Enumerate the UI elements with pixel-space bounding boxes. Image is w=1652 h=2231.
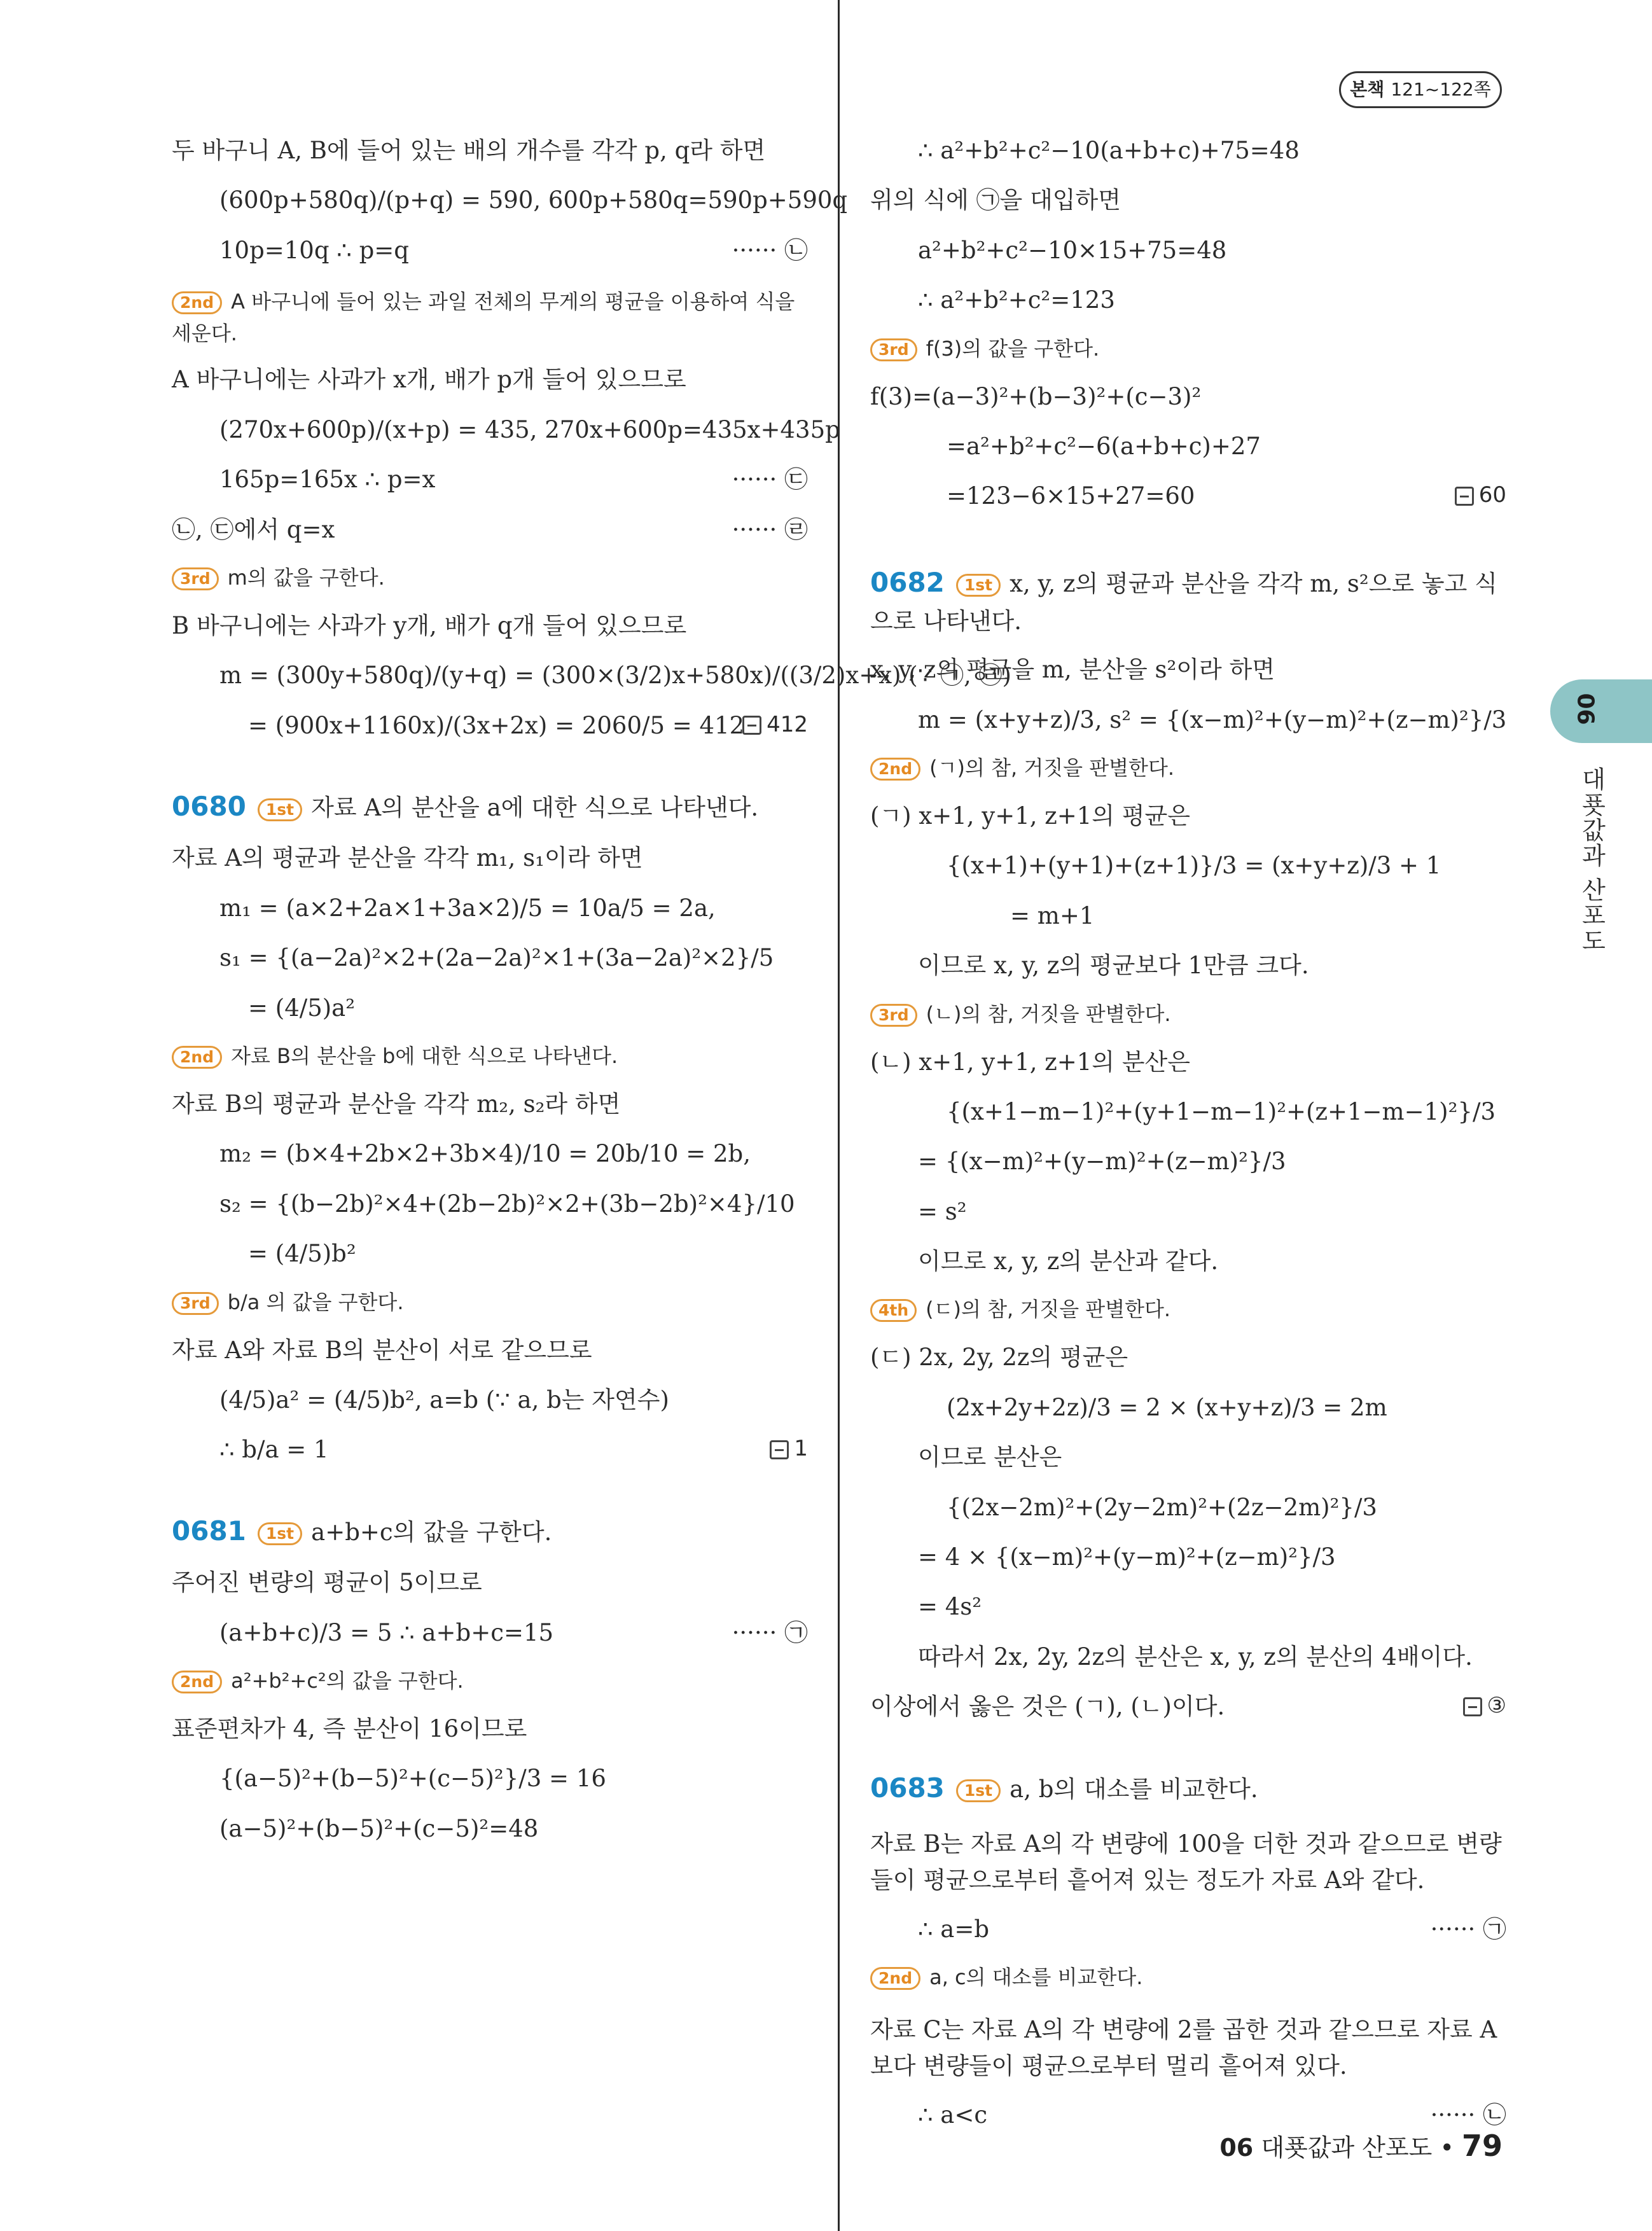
line-text: (600p+580q)/(p+q) = 590, 600p+580q=590p+590q (219, 186, 848, 214)
line-text: 표준편차가 4, 즉 분산이 16이므로 (172, 1714, 527, 1742)
line-text: = 4 × {(x−m)²+(y−m)²+(z−m)²}/3 (918, 1543, 1336, 1571)
answer-icon (742, 716, 761, 735)
line-text: a, b의 대소를 비교한다. (1010, 1775, 1258, 1803)
line-text: 이상에서 옳은 것은 (ㄱ), (ㄴ)이다. (870, 1693, 1225, 1721)
line-text: a²+b²+c²−10×15+75=48 (918, 236, 1227, 264)
line-text: (4/5)a² = (4/5)b², a=b (∵ a, b는 자연수) (219, 1386, 669, 1414)
math-line (870, 482, 1506, 510)
math-line (870, 1915, 1506, 1943)
text-line (172, 1715, 808, 1743)
step-tag: 3rd (172, 567, 219, 590)
line-text: f(3)의 값을 구한다. (926, 336, 1100, 361)
math-line (172, 1386, 808, 1414)
math-line (172, 1140, 808, 1168)
answer-value: 412 (767, 711, 808, 737)
chapter-tab (1550, 679, 1652, 743)
line-text: 자료 A와 자료 B의 분산이 서로 같으므로 (172, 1336, 592, 1364)
line-text: s₁ = {(a−2a)²×2+(2a−2a)²×1+(3a−2a)²×2}/5 (219, 944, 774, 972)
book-label: 본책 (1350, 79, 1385, 100)
footer-title: 대푯값과 산포도 (1261, 2134, 1433, 2162)
equation-marker: ······ ㉠ (732, 1618, 808, 1646)
text-line (870, 952, 1506, 980)
line-text: {(a−5)²+(b−5)²+(c−5)²}/3 = 16 (219, 1765, 606, 1793)
line-text: 10p=10q ∴ p=q (219, 236, 409, 264)
footer-chapter: 06 (1219, 2134, 1254, 2162)
line-text: (270x+600p)/(x+p) = 435, 270x+600p=435x+435p (219, 415, 840, 443)
equation-marker: ······ ㉣ (732, 515, 808, 543)
text-line (870, 1344, 1506, 1372)
answer-icon (770, 1440, 789, 1459)
answer-icon (1455, 487, 1474, 506)
text-line (870, 186, 1506, 214)
line-text: x, y, z의 평균과 분산을 각각 m, s²으로 놓고 식으로 나타낸다. (870, 569, 1497, 635)
step-tag: 3rd (870, 338, 917, 361)
line-text: f(3)=(a−3)²+(b−3)²+(c−3)² (870, 382, 1202, 410)
line-text: 주어진 변량의 평균이 5이므로 (172, 1569, 482, 1597)
footer-bullet: • (1440, 2134, 1454, 2162)
solution-step (172, 286, 808, 349)
text-line (870, 1248, 1506, 1275)
line-text: {(2x−2m)²+(2y−2m)²+(2z−2m)²}/3 (947, 1493, 1377, 1521)
line-text: 이므로 x, y, z의 평균보다 1만큼 크다. (918, 952, 1309, 980)
solution-step (870, 1002, 1506, 1027)
line-text: x, y, z의 평균을 m, 분산을 s²이라 하면 (870, 656, 1275, 684)
right-column (870, 137, 1506, 2151)
math-line (172, 1436, 808, 1464)
line-text: (ㄱ) x+1, y+1, z+1의 평균은 (870, 802, 1191, 830)
math-line (870, 2101, 1506, 2129)
text-line (172, 844, 808, 872)
line-text: 따라서 2x, 2y, 2z의 분산은 x, y, z의 분산의 4배이다. (918, 1643, 1473, 1671)
line-text: = s² (918, 1197, 967, 1225)
math-line (870, 1394, 1506, 1422)
step-tag: 1st (258, 798, 302, 821)
answer (770, 1436, 808, 1462)
solution-step (172, 1290, 808, 1315)
line-text: = {(x−m)²+(y−m)²+(z−m)²}/3 (918, 1148, 1286, 1176)
text-line (870, 1826, 1506, 1899)
solution-step (172, 1669, 808, 1693)
step-tag: 4th (870, 1299, 917, 1322)
line-text: 위의 식에 ㉠을 대입하면 (870, 186, 1121, 214)
line-text: 두 바구니 A, B에 들어 있는 배의 개수를 각각 p, q라 하면 (172, 137, 766, 164)
solution-step (870, 1965, 1506, 1990)
line-text: = 4s² (918, 1593, 982, 1621)
solution-step (870, 756, 1506, 781)
line-text: 165p=165x ∴ p=x (219, 466, 436, 494)
answer-value: 60 (1478, 482, 1506, 508)
math-line (172, 712, 808, 740)
line-text: m = (x+y+z)/3, s² = {(x−m)²+(y−m)²+(z−m)²}/3 (918, 705, 1507, 733)
math-line (172, 466, 808, 494)
math-line (870, 852, 1506, 880)
answer (1463, 1693, 1506, 1719)
line-text: a+b+c의 값을 구한다. (311, 1518, 552, 1546)
answer-icon (1463, 1697, 1482, 1716)
math-line (870, 286, 1506, 314)
text-line (870, 1443, 1506, 1471)
line-text: 자료 B는 자료 A의 각 변량에 100을 더한 것과 같으므로 변량들이 평균으로부터 흩어져 있는 정도가 자료 A와 같다. (870, 1830, 1502, 1894)
line-text: (a+b+c)/3 = 5 ∴ a+b+c=15 (219, 1618, 554, 1646)
math-line (870, 433, 1506, 461)
text-line (870, 1048, 1506, 1076)
line-text: {(x+1)+(y+1)+(z+1)}/3 = (x+y+z)/3 + 1 (947, 852, 1441, 880)
math-line (870, 1198, 1506, 1226)
solution-step (172, 566, 808, 590)
chapter-number: 06 (1572, 693, 1599, 725)
line-text: = (4/5)a² (248, 994, 356, 1022)
line-text: ∴ a=b (918, 1915, 990, 1943)
line-text: s₂ = {(b−2b)²×4+(2b−2b)²×2+(3b−2b)²×4}/10 (219, 1190, 795, 1218)
line-text: ∴ a²+b²+c²−10(a+b+c)+75=48 (918, 137, 1300, 164)
math-line (870, 237, 1506, 265)
text-line (870, 2012, 1506, 2085)
line-text: =123−6×15+27=60 (947, 482, 1195, 510)
solution-step (870, 1297, 1506, 1322)
line-text: {(x+1−m−1)²+(y+1−m−1)²+(z+1−m−1)²}/3 (947, 1097, 1496, 1125)
math-line (870, 1543, 1506, 1571)
step-tag: 2nd (172, 1671, 222, 1693)
math-line (172, 415, 840, 444)
math-line (172, 1619, 808, 1647)
line-text: ㉡, ㉢에서 q=x (172, 515, 335, 543)
line-text: (ㄴ)의 참, 거짓을 판별한다. (926, 1001, 1171, 1026)
line-text: a, c의 대소를 비교한다. (929, 1965, 1143, 1990)
line-text: = m+1 (1010, 901, 1095, 929)
line-text: m₂ = (b×4+2b×2+3b×4)/10 = 20b/10 = 2b, (219, 1140, 751, 1168)
math-line (870, 902, 1506, 930)
problem-number: 0681 (172, 1515, 246, 1546)
text-line (870, 1693, 1506, 1721)
line-text: b/a 의 값을 구한다. (227, 1289, 404, 1314)
line-text: A 바구니에 들어 있는 과일 전체의 무게의 평균을 이용하여 식을 세운다. (172, 289, 795, 345)
line-text: 자료 B의 평균과 분산을 각각 m₂, s₂라 하면 (172, 1090, 621, 1118)
page-range: 121~122쪽 (1391, 79, 1491, 100)
math-line (870, 383, 1506, 411)
problem-heading (870, 562, 1506, 639)
equation-marker: ······ ㉡ (732, 236, 808, 264)
problem-heading (172, 791, 808, 823)
math-line (870, 1593, 1506, 1621)
step-tag: 1st (258, 1522, 302, 1545)
step-tag: 1st (956, 1779, 1001, 1802)
page-footer (1219, 2128, 1503, 2163)
math-line (172, 1190, 808, 1218)
line-text: 자료 A의 평균과 분산을 각각 m₁, s₁이라 하면 (172, 844, 643, 872)
line-text: (ㄱ)의 참, 거짓을 판별한다. (929, 755, 1175, 780)
text-line (870, 802, 1506, 830)
line-text: (ㄷ) 2x, 2y, 2z의 평균은 (870, 1344, 1128, 1372)
math-line (172, 662, 1011, 690)
math-line (172, 186, 848, 214)
page-number: 79 (1461, 2129, 1503, 2163)
solution-step (172, 1044, 808, 1069)
text-line (172, 366, 808, 394)
problem-number: 0680 (172, 791, 246, 823)
problem-heading (870, 1772, 1506, 1804)
math-line (172, 894, 808, 922)
line-text: 자료 C는 자료 A의 각 변량에 2를 곱한 것과 같으므로 자료 A보다 변량들이 평균으로부터 멀리 흩어져 있다. (870, 2016, 1497, 2080)
math-line (870, 706, 1506, 734)
line-text: ∴ b/a = 1 (219, 1436, 329, 1464)
text-line (172, 137, 808, 165)
math-line (172, 994, 808, 1022)
math-line (172, 1765, 808, 1793)
text-line (870, 656, 1506, 684)
answer (742, 712, 808, 738)
chapter-title: 대푯값과 산포도 (1578, 767, 1606, 954)
line-text: ∴ a<c (918, 2101, 988, 2129)
math-line (870, 1494, 1506, 1522)
answer-value: ③ (1487, 1693, 1506, 1719)
line-text: = (900x+1160x)/(3x+2x) = 2060/5 = 412 (248, 711, 745, 739)
math-line (870, 137, 1506, 165)
problem-number: 0682 (870, 566, 945, 598)
line-text: a²+b²+c²의 값을 구한다. (231, 1668, 464, 1693)
line-text: (ㄷ)의 참, 거짓을 판별한다. (926, 1297, 1171, 1322)
column-divider (838, 0, 840, 2231)
equation-marker: ······ ㉢ (732, 466, 808, 494)
line-text: (2x+2y+2z)/3 = 2 × (x+y+z)/3 = 2m (947, 1393, 1387, 1421)
answer-value: 1 (794, 1436, 808, 1462)
text-line (172, 516, 808, 544)
text-line (172, 1337, 808, 1365)
line-text: B 바구니에는 사과가 y개, 배가 q개 들어 있으므로 (172, 611, 687, 639)
math-line (172, 1815, 808, 1843)
step-tag: 3rd (172, 1292, 219, 1315)
line-text: 자료 A의 분산을 a에 대한 식으로 나타낸다. (311, 794, 759, 822)
solution-step (870, 337, 1506, 361)
page-reference-badge (1339, 71, 1502, 108)
line-text: (a−5)²+(b−5)²+(c−5)²=48 (219, 1814, 539, 1842)
answer (1455, 482, 1506, 508)
text-line (172, 1569, 808, 1597)
text-line (172, 612, 808, 640)
line-text: 이므로 분산은 (918, 1443, 1062, 1471)
step-tag: 3rd (870, 1004, 917, 1027)
line-text: = (4/5)b² (248, 1240, 356, 1268)
line-text: ∴ a²+b²+c²=123 (918, 286, 1115, 314)
math-line (870, 1098, 1506, 1126)
math-line (172, 944, 808, 972)
math-line (172, 237, 808, 265)
line-text: (ㄴ) x+1, y+1, z+1의 분산은 (870, 1048, 1191, 1076)
step-tag: 1st (956, 574, 1001, 597)
text-line (172, 1090, 808, 1118)
equation-marker: ······ ㉡ (1430, 2101, 1506, 2129)
line-text: 이므로 x, y, z의 분산과 같다. (918, 1248, 1219, 1275)
line-text: A 바구니에는 사과가 x개, 배가 p개 들어 있으므로 (172, 366, 686, 394)
text-line (870, 1643, 1506, 1671)
line-text: =a²+b²+c²−6(a+b+c)+27 (947, 432, 1261, 460)
equation-marker: ······ ㉠ (1430, 1915, 1506, 1943)
step-tag: 2nd (870, 758, 920, 781)
problem-number: 0683 (870, 1772, 945, 1804)
line-text: m₁ = (a×2+2a×1+3a×2)/5 = 10a/5 = 2a, (219, 894, 716, 922)
line-text: m의 값을 구한다. (227, 565, 385, 590)
line-text: 자료 B의 분산을 b에 대한 식으로 나타낸다. (231, 1044, 618, 1069)
math-line (870, 1148, 1506, 1176)
problem-heading (172, 1515, 808, 1547)
line-text: m = (300y+580q)/(y+q) = (300×(3/2)x+580x)/((3/2)x+x) (∵ ㉠, ㉣) (219, 662, 1011, 690)
step-tag: 2nd (172, 291, 222, 314)
step-tag: 2nd (870, 1967, 920, 1990)
step-tag: 2nd (172, 1046, 222, 1069)
math-line (172, 1240, 808, 1268)
